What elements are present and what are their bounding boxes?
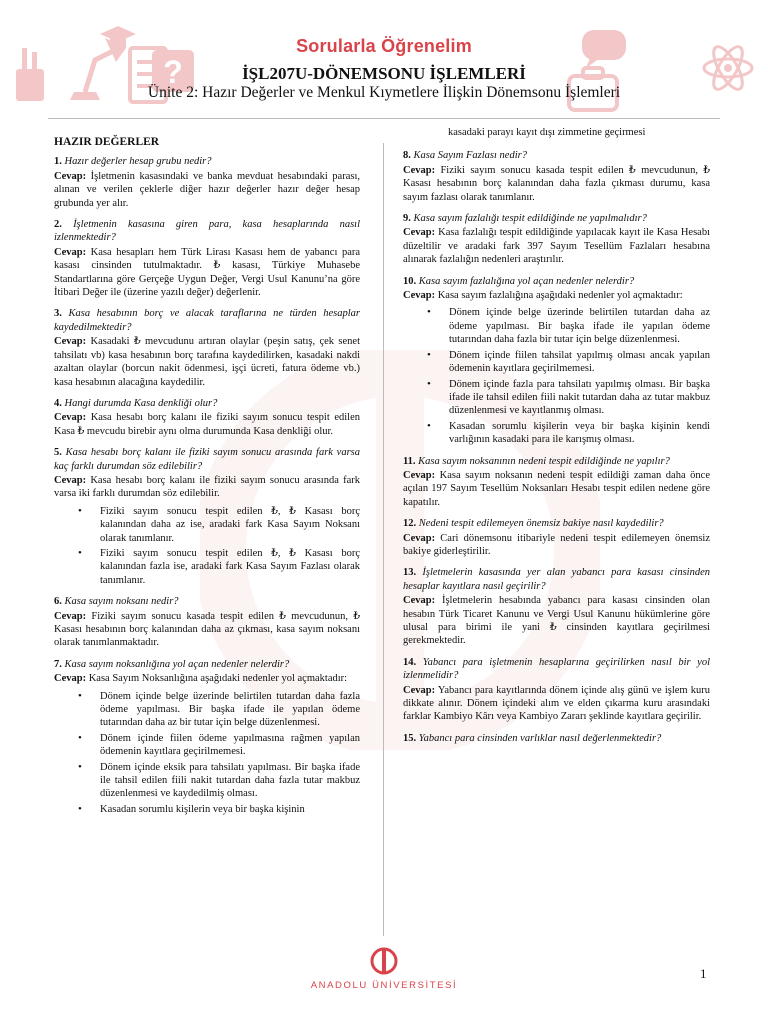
section-heading: HAZIR DEĞERLER bbox=[54, 136, 160, 148]
header-rule bbox=[48, 118, 720, 119]
answer-3: Cevap: Kasadaki ₺ mevcudunu artıran olaylar (peşin satış, çek senet tahsilatı vb) kasa hesabının borç tarafına kaydedilirken, kasadaki nakdi azaltan olaylar (borcun nakit ödenmesi, işçi ücreti, fatura ödeme vb.) kasa hesabının alacağına kaydedilir. bbox=[54, 336, 360, 388]
question-9: 9. Kasa sayım fazlalığı tespit edildiğinde ne yapılmalıdır? bbox=[403, 213, 647, 225]
list-item: • Kasadan sorumlu kişilerin veya bir başka kişinin kendi varlığının kasadaki para ile karışmış olması. bbox=[403, 420, 710, 447]
list-item: • Dönem içinde fiilen ödeme yapılmasına rağmen yapılan ödemenin kayıtlara geçirilmemesi. bbox=[54, 732, 360, 759]
question-10: 10. Kasa sayım fazlalığına yol açan nedenler nelerdir? bbox=[403, 275, 635, 287]
page-subtitle: Ünite 2: Hazır Değerler ve Menkul Kıymetlere İlişkin Dönemsonu İşlemleri bbox=[147, 84, 621, 101]
list-item: • Dönem içinde belge üzerinde belirtilen tutardan daha az ödeme yapılması. Bir başka ifade ile yapılan ödeme tutarından daha fazla bir tutar için belge düzenlenmesi. bbox=[403, 306, 710, 346]
answer-8: Cevap: Fiziki sayım sonucu kasada tespit edilen ₺ mevcudunun, ₺ Kasası hesabının borç kalanından daha fazla çıkması durumu, kasa sayım fazlası olarak tanımlanır. bbox=[403, 164, 710, 203]
university-logo bbox=[0, 946, 768, 981]
answer-10-list bbox=[403, 306, 710, 446]
question-14: 14. Yabancı para işletmenin hesaplarına geçirilirken nasıl bir yol izlenmelidir? bbox=[403, 656, 711, 682]
question-1: 1. Hazır değerler hesap grubu nedir? bbox=[54, 156, 212, 168]
answer-7: Cevap: Kasa Sayım Noksanlığına aşağıdaki nedenler yol açmaktadır: bbox=[54, 673, 348, 685]
page-title: İŞL207U-DÖNEMSONU İŞLEMLERİ bbox=[242, 64, 526, 83]
left-column bbox=[54, 134, 360, 824]
brand-title: Sorularla Öğrenelim bbox=[296, 36, 472, 56]
list-item: • Fiziki sayım sonucu tespit edilen ₺, ₺ Kasası borç kalanından daha az ise, aradaki fark Kasa Sayım Noksanı olarak tanımlanır. bbox=[54, 505, 360, 545]
right-column bbox=[403, 126, 710, 746]
list-item: • Dönem içinde fazla para tahsilatı yapılmış olması. Bir başka ifade ile tahsil edilen fiili nakit tutardan daha az tutar makbuz düzenlenmesi ve kayıtlanmış olması. bbox=[403, 378, 710, 418]
answer-9: Cevap: Kasa fazlalığı tespit edildiğinde yapılacak kayıt ile Kasa Hesabı düzeltilir ve aradaki fark 397 Sayım Tesellüm Fazlaları hesabına alınarak fazlalığın nedenleri araştırılır. bbox=[403, 227, 710, 266]
answer-10: Cevap: Kasa sayım fazlalığına aşağıdaki nedenler yol açmaktadır: bbox=[403, 290, 683, 302]
question-4: 4. Hangi durumda Kasa denkliği olur? bbox=[54, 397, 218, 409]
question-13: 13. İşletmelerin kasasında yer alan yabancı para kasası cinsinden hesaplar kayıtlara nasıl geçirilir? bbox=[403, 567, 711, 592]
question-11: 11. Kasa sayım noksanının nedeni tespit edildiğinde ne yapılır? bbox=[403, 455, 670, 467]
question-5: 5. Kasa hesabı borç kalanı ile fiziki sayım sonucu arasında fark varsa kaç farklı durumdan söz edilebilir? bbox=[54, 447, 360, 472]
question-6: 6. Kasa sayım noksanı nedir? bbox=[54, 596, 179, 608]
question-2: 2. İşletmenin kasasına giren para, kasa hesaplarında nasıl izlenmektedir? bbox=[54, 219, 360, 244]
list-item: • Dönem içinde eksik para tahsilatı yapılması. Bir başka ifade ile tahsil edilen fiili nakit tutardan daha fazla tutar makbuz düzenlenmesi ve kaydedilmiş olması. bbox=[54, 761, 360, 801]
question-8: 8. Kasa Sayım Fazlası nedir? bbox=[403, 150, 527, 162]
answer-6: Cevap: Fiziki sayım sonucu kasada tespit edilen ₺ mevcudunun, ₺ Kasası hesabının borç kalanından daha az çıkması, kasa sayım noksanı olarak tanımlanmaktadır. bbox=[54, 610, 360, 649]
university-name: ANADOLU ÜNİVERSİTESİ bbox=[310, 980, 458, 991]
answer-2: Cevap: Kasa hesapları hem Türk Lirası Kasası hem de yabancı para kasası cinsinden tutulmaktadır. ₺ kasası, Türkiye Muhasebe Standartlarına göre Gerçeğe Uygun Değer, Vergi Usul Kanunu’na göre İtibari Değer ile (üzerine yazılı değer) değerlenir. bbox=[54, 246, 361, 299]
question-3: 3. Kasa hesabının borç ve alacak taraflarına ne türden hesaplar kaydedilmektedir? bbox=[54, 308, 361, 333]
page-number: 1 bbox=[700, 966, 707, 981]
answer-12: Cevap: Cari dönemsonu itibariyle nedeni tespit edilemeyen önemsiz bakiye giderleştirilir. bbox=[403, 532, 710, 557]
answer-14: Cevap: Yabancı para kayıtlarında dönem içinde alış günü ve işlem kuru dikkate alınır. Dönem içindeki alım ve elden çıkarma kuru arasındaki farklar Kambiyo Kârı veya Kambiyo Zararı şeklinde kayıtlara geçirilir. bbox=[403, 684, 710, 723]
column-divider bbox=[383, 143, 384, 936]
anadolu-logo-icon bbox=[369, 946, 399, 976]
question-7: 7. Kasa sayım noksanlığına yol açan nedenler nelerdir? bbox=[54, 658, 290, 670]
answer-5: Cevap: Kasa hesabı borç kalanı ile fiziki sayım sonucu arasında fark varsa iki farklı durumdan söz edilebilir. bbox=[54, 474, 361, 500]
answer-1: Cevap: İşletmenin kasasındaki ve banka mevduat hesabındaki parası, alınan ve verilen çeklerle diğer hazır değerler hazır değer hesap grubunda yer alır. bbox=[54, 170, 360, 209]
answer-4: Cevap: Kasa hesabı borç kalanı ile fiziki sayım sonucu tespit edilen Kasa ₺ mevcudu birebir aynı olma durumunda Kasa denkliği olur. bbox=[54, 412, 361, 437]
answer-7-list bbox=[54, 690, 360, 817]
list-item: • Fiziki sayım sonucu tespit edilen ₺, ₺ Kasası borç kalanından fazla ise, aradaki fark Kasa Sayım Fazlası olarak tanımlanır. bbox=[54, 547, 360, 587]
question-15: 15. Yabancı para cinsinden varlıklar nasıl değerlenmektedir? bbox=[403, 732, 662, 744]
list-item: • Dönem içinde belge üzerinde belirtilen tutardan daha fazla ödeme yapılması. Bir başka ifade ile yapılan ödeme tutarından daha az bir tutar için belge düzenlenmesi. bbox=[54, 690, 360, 730]
list-item: • Kasadan sorumlu kişilerin veya bir başka kişinin bbox=[54, 803, 360, 816]
list-item: • Dönem içinde fiilen tahsilat yapılmış olması ancak yapılan ödemenin kayıtlara geçirilmemesi. bbox=[403, 349, 710, 376]
question-12: 12. Nedeni tespit edilemeyen önemsiz bakiye nasıl kaydedilir? bbox=[403, 518, 664, 530]
continued-text: kasadaki parayı kayıt dışı zimmetine geçirmesi bbox=[448, 127, 646, 138]
answer-13: Cevap: İşletmelerin hesabında yabancı para kasası cinsinden olan hesabın Türk Ticaret Kanunu ve Vergi Usul Kanunu hükümlerine göre ulusal para birimi ile yani ₺ cinsinden kayıtlara geçirilmesi gerekmektedir. bbox=[403, 595, 711, 647]
answer-11: Cevap: Kasa sayım noksanın nedeni tespit edildiği zaman daha önce açılan 197 Sayım Tesellüm Noksanları Hesabı tespit edilen nedene göre kapatılır. bbox=[403, 469, 710, 508]
svg-text:?: ? bbox=[163, 54, 183, 90]
answer-5-list bbox=[54, 505, 360, 587]
